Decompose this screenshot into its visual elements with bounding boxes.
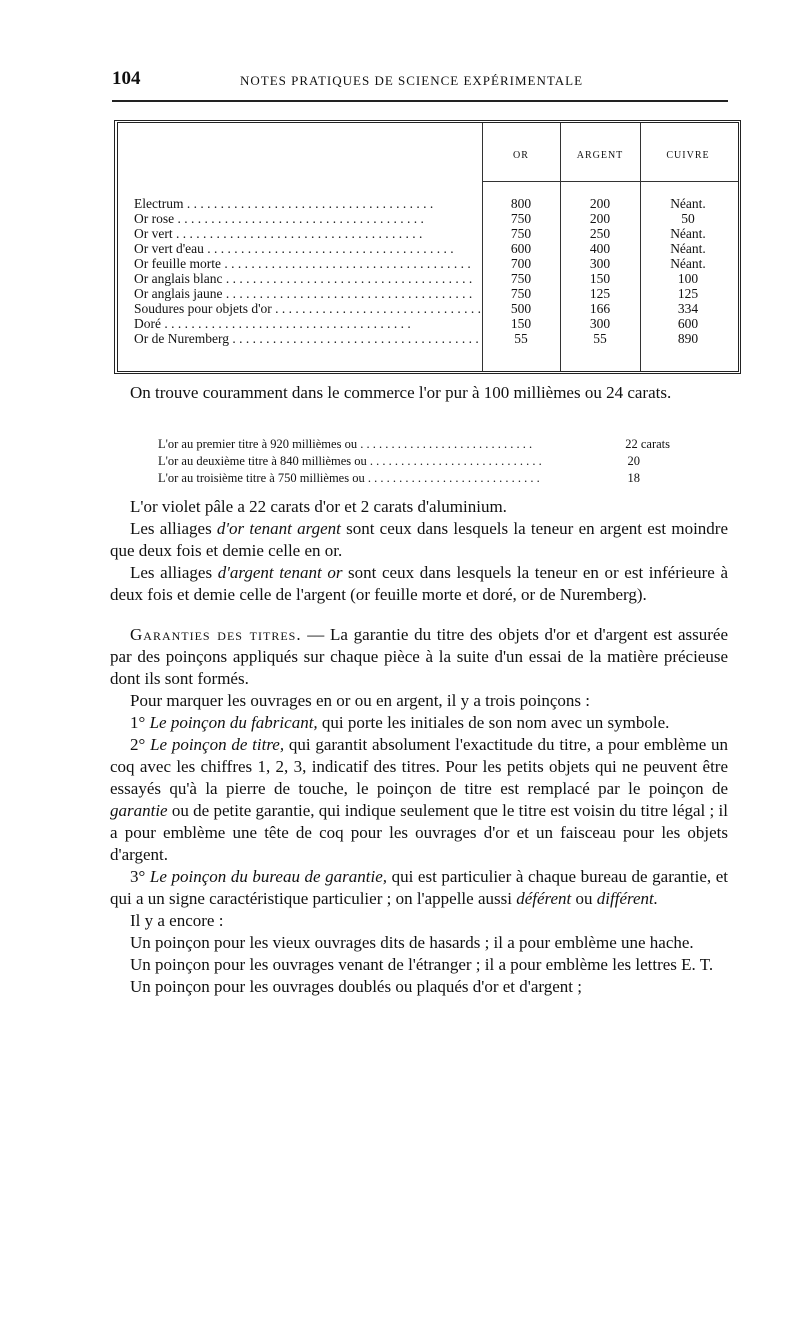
titre-line (158, 470, 670, 487)
paragraph: On trouve couramment dans le commerce l'or pur à 100 millièmes ou 24 carats. (130, 383, 672, 402)
argent-value: 166 (589, 301, 611, 316)
paragraph: Pour marquer les ouvrages en or ou en argent, il y a trois poinçons : (130, 691, 590, 710)
emphasis: d'or tenant argent (216, 519, 341, 538)
alloy-name: Doré . . . (134, 316, 484, 331)
table-row (118, 226, 738, 241)
or-value: 600 (510, 241, 532, 256)
paragraph (110, 734, 728, 866)
emphasis: déférent (516, 889, 572, 908)
column-header-or: OR (513, 150, 529, 161)
titres-list (158, 436, 670, 487)
paragraph-or-pur (110, 382, 728, 404)
argent-value: 400 (589, 241, 611, 256)
or-value: 750 (510, 286, 532, 301)
table-row (118, 271, 738, 286)
page-header (112, 68, 728, 98)
table-row (118, 331, 738, 346)
text-run: 3° (130, 867, 150, 886)
paragraph: Un poinçon pour les ouvrages doublés ou plaqués d'or et d'argent ; (130, 977, 582, 996)
alloy-name: Or feuille morte . . . (134, 256, 484, 271)
cuivre-value: Néant. (670, 256, 706, 271)
text-run: 2° (130, 735, 151, 754)
argent-value: 200 (589, 211, 611, 226)
or-value: 55 (514, 331, 528, 346)
titre-label: L'or au troisième titre à 750 millièmes ou . . . (158, 470, 540, 487)
cuivre-value: 50 (681, 211, 695, 226)
titre-value: 20 (624, 453, 641, 470)
argent-value: 300 (589, 316, 611, 331)
alloy-name: Or anglais blanc . . . (134, 271, 484, 286)
cuivre-value: 600 (677, 316, 699, 331)
table-row (118, 211, 738, 226)
cuivre-value: Néant. (670, 226, 706, 241)
table-row (118, 316, 738, 331)
titre-line (158, 453, 670, 470)
or-value: 750 (510, 226, 532, 241)
text-run: ou (571, 889, 597, 908)
argent-value: 200 (589, 196, 611, 211)
paragraph (110, 866, 728, 910)
table-row (118, 301, 738, 316)
titre-value: 18 (624, 470, 641, 487)
text-run: 1° (130, 713, 150, 732)
alloy-name: Or rose . . . (134, 211, 484, 226)
argent-value: 150 (589, 271, 611, 286)
table-row (118, 196, 738, 211)
or-value: 750 (510, 271, 532, 286)
paragraph (110, 518, 728, 562)
emphasis: différent. (596, 889, 658, 908)
alloy-name: Or anglais jaune . . . (134, 286, 484, 301)
paragraph (110, 562, 728, 606)
text-run: — La garantie du titre des objets d'or et d'argent est assurée par des poinçons appliqués sur chaque pièce à la suite d'un essai de la matière précieuse dont ils sont formés. (110, 625, 728, 688)
paragraph (110, 712, 728, 734)
emphasis: Le poinçon du bureau de garantie, (149, 867, 388, 886)
table-row (118, 256, 738, 271)
paragraph: Un poinçon pour les vieux ouvrages dits de hasards ; il a pour emblème une hache. (130, 933, 694, 952)
cuivre-value: Néant. (670, 196, 706, 211)
emphasis: Le poinçon du fabricant, (149, 713, 318, 732)
emphasis: d'argent tenant or (217, 563, 343, 582)
cuivre-value: 125 (677, 286, 699, 301)
column-header-cuivre: CUIVRE (666, 150, 710, 161)
cuivre-value: 100 (677, 271, 699, 286)
argent-value: 250 (589, 226, 611, 241)
table-row (118, 241, 738, 256)
or-value: 150 (510, 316, 532, 331)
text-run: qui est particulier à chaque bureau de garantie, et qui a un signe caractéristique particulier ; on l'appelle aussi (110, 867, 728, 908)
text-run: Les alliages (130, 563, 218, 582)
section-heading: Garanties des titres. (130, 625, 302, 644)
paragraph: Il y a encore : (130, 911, 224, 930)
table-row (118, 286, 738, 301)
emphasis: Le poinçon de titre, (150, 735, 285, 754)
header-rule (112, 100, 728, 102)
titre-line (158, 436, 670, 453)
header-underline (482, 181, 738, 182)
alloy-name: Electrum . . . (134, 196, 484, 211)
text-run: sont ceux dans lesquels la teneur en argent est moindre que deux fois et demie celle en or. (110, 519, 728, 560)
page-number: 104 (112, 68, 141, 89)
spacer (110, 606, 728, 624)
alloy-name: Or de Nuremberg . . . (134, 331, 484, 346)
or-value: 800 (510, 196, 532, 211)
alloy-table (114, 120, 741, 374)
emphasis: garantie (110, 801, 168, 820)
text-run: qui garantit absolument l'exactitude du titre, a pour emblème un coq avec les chiffres 1, 2, 3, indicatif des titres. Pour les petits objets qui ne peuvent être essayés qu'à la pierre de touche, le poinçon de titre est remplacé par le poinçon de (110, 735, 728, 798)
argent-value: 55 (593, 331, 607, 346)
column-header-argent: ARGENT (576, 150, 624, 161)
paragraph: L'or violet pâle a 22 carats d'or et 2 carats d'aluminium. (130, 497, 507, 516)
or-value: 750 (510, 211, 532, 226)
alloy-name: Soudures pour objets d'or . . . (134, 301, 484, 316)
running-title: NOTES PRATIQUES DE SCIENCE EXPÉRIMENTALE (240, 73, 584, 88)
titre-label: L'or au premier titre à 920 millièmes ou . . . (158, 436, 532, 453)
text-run: sont ceux dans lesquels la teneur en or est inférieure à deux fois et demie celle de l'argent (or feuille morte et doré, or de Nuremberg). (110, 563, 729, 604)
titre-value: 22 carats (621, 436, 670, 453)
text-run: qui porte les initiales de son nom avec un symbole. (317, 713, 670, 732)
argent-value: 125 (589, 286, 611, 301)
cuivre-value: 334 (677, 301, 699, 316)
alloy-name: Or vert . . . (134, 226, 484, 241)
titre-label: L'or au deuxième titre à 840 millièmes ou . . . (158, 453, 542, 470)
or-value: 500 (510, 301, 532, 316)
text-run: Les alliages (130, 519, 217, 538)
argent-value: 300 (589, 256, 611, 271)
alloy-name: Or vert d'eau . . . (134, 241, 484, 256)
main-text (110, 496, 728, 998)
text-run: ou de petite garantie, qui indique seulement que le titre est voisin du titre légal ; il a pour emblème une tête de coq pour les ouvrages d'or et un faisceau pour les objets d'argent. (110, 801, 728, 864)
cuivre-value: 890 (677, 331, 699, 346)
paragraph: Un poinçon pour les ouvrages venant de l'étranger ; il a pour emblème les lettres E. T. (130, 955, 714, 974)
cuivre-value: Néant. (670, 241, 706, 256)
or-value: 700 (510, 256, 532, 271)
paragraph-garanties (110, 624, 728, 690)
